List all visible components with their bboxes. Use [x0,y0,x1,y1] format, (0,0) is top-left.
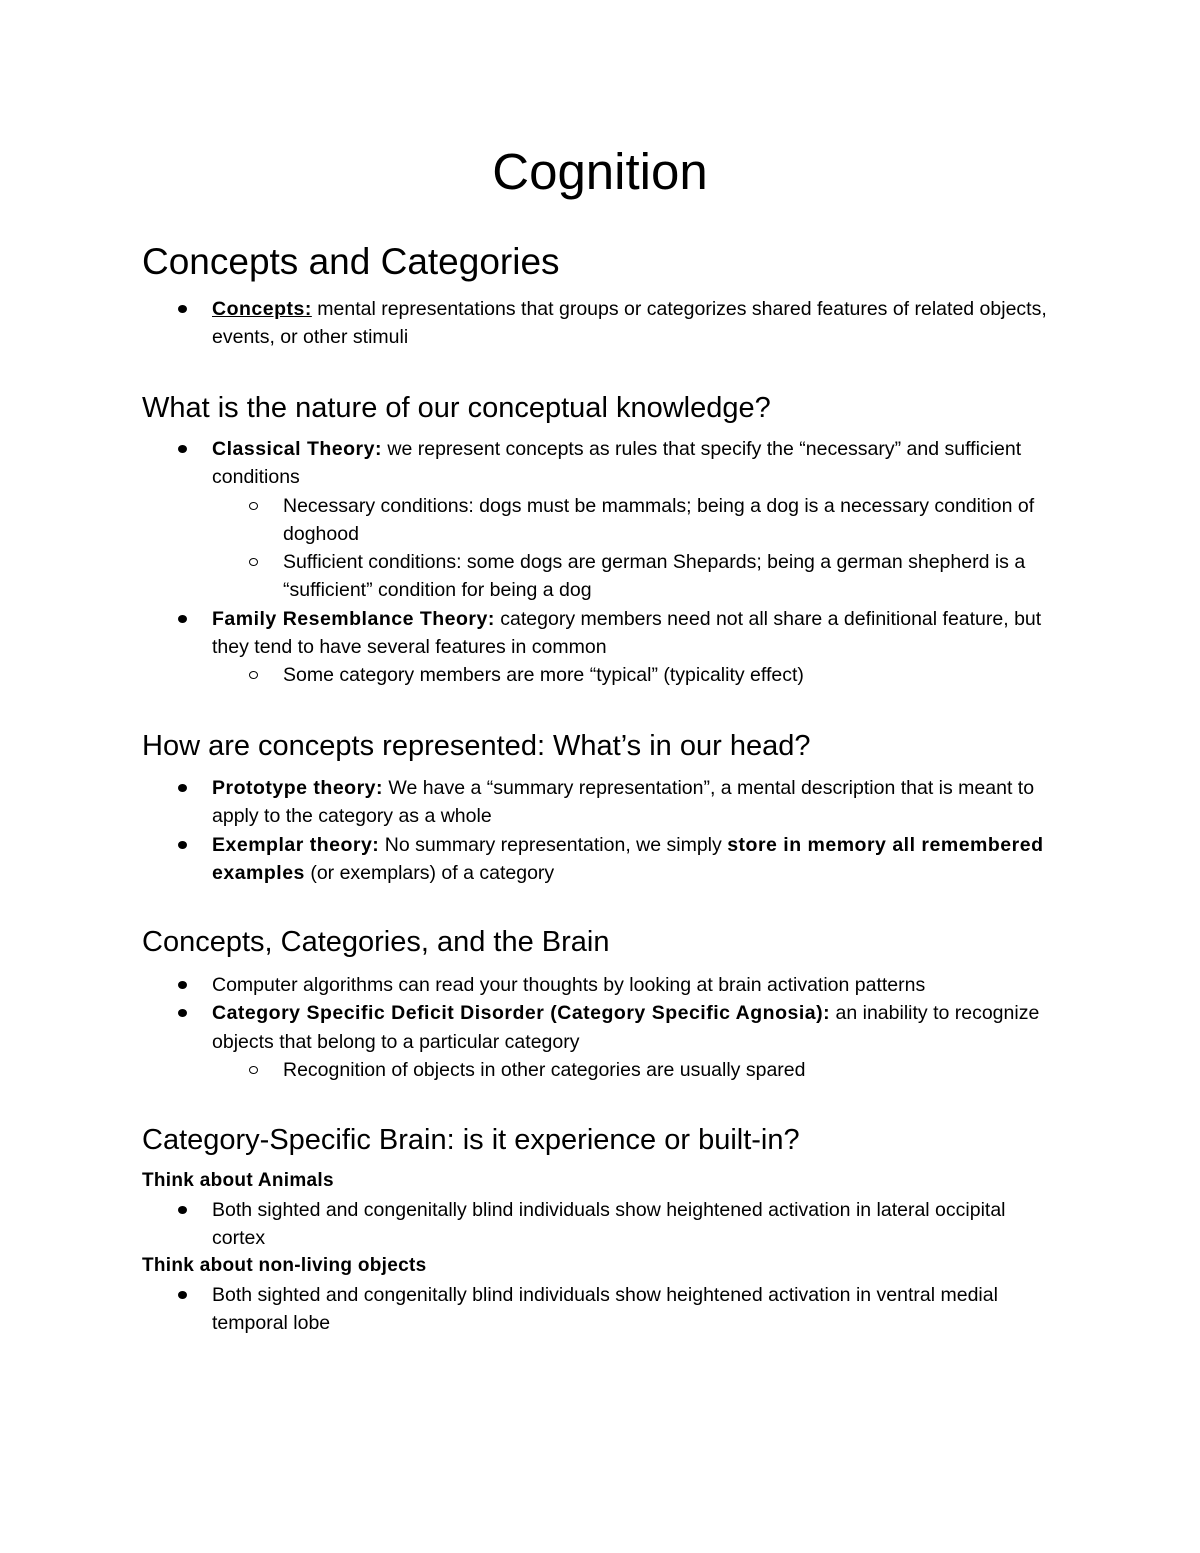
sublist-item [212,548,1062,605]
definition-text: an inability to recognize objects that belong to a particular category [212,1002,1040,1053]
heading-nature-of-knowledge: What is the nature of our conceptual knowledge? [142,392,771,424]
sublist-text: Sufficient conditions: some dogs are german Shepards; being a german shepherd is a “sufficient” condition for being a dog [283,551,1026,602]
bullet-icon [178,445,187,453]
list-brain [142,971,1062,1084]
sublist-item [212,661,1062,689]
bullet-icon [178,305,187,313]
list-representation-theories [142,774,1062,887]
list-item [142,999,1062,1084]
bullet-icon [178,615,187,623]
sublist-item [212,1056,1062,1084]
sublist-text: Some category members are more “typical” (typicality effect) [283,664,804,687]
heading-concepts-brain: Concepts, Categories, and the Brain [142,926,610,958]
bullet-icon [178,981,187,989]
definition-text: We have a “summary representation”, a mental description that is meant to apply to the category as a whole [212,777,1035,828]
list-non-living [142,1281,1062,1338]
heading-category-specific-brain: Category-Specific Brain: is it experience or built-in? [142,1124,800,1156]
term-prototype-theory: Prototype theory: [212,777,384,799]
sublist [212,1056,1062,1084]
term-family-resemblance-theory: Family Resemblance Theory: [212,607,495,630]
definition-text: category members need not all share a definitional feature, but they tend to have several features in common [212,607,1042,659]
subheading-non-living-objects: Think about non-living objects [142,1255,427,1276]
list-item [142,1196,1062,1253]
list-item [142,774,1062,831]
circle-bullet-icon [249,558,258,566]
bullet-icon [178,1009,187,1017]
sublist [212,661,1062,689]
emphasis-text: store in memory all remembered examples [212,833,1044,884]
definition-text: No summary representation, we simply [379,833,728,856]
bullet-icon [178,1206,187,1214]
list-item [142,1281,1062,1338]
list-item [142,605,1062,690]
list-text: Both sighted and congenitally blind individuals show heightened activation in ventral medial temporal lobe [212,1284,998,1335]
bullet-icon [178,784,187,792]
term-concepts: Concepts: [212,298,312,320]
list-animals [142,1196,1062,1253]
heading-concepts-represented: How are concepts represented: What’s in our head? [142,730,811,762]
document-title: Cognition [492,143,708,200]
term-exemplar-theory: Exemplar theory: [212,833,380,856]
heading-concepts-and-categories: Concepts and Categories [142,241,560,282]
definition-text: mental representations that groups or categorizes shared features of related objects, events, or other stimuli [212,298,1047,349]
sublist-text: Necessary conditions: dogs must be mammals; being a dog is a necessary condition of doghood [283,494,1035,545]
list-item [142,435,1062,605]
list-item [142,295,1062,352]
circle-bullet-icon [249,671,258,679]
bullet-icon [178,1291,187,1299]
bullet-icon [178,841,187,849]
circle-bullet-icon [249,1066,258,1074]
list-item [142,971,1062,999]
list-text: Computer algorithms can read your thoughts by looking at brain activation patterns [212,974,926,996]
sublist-item [212,492,1062,549]
subheading-animals: Think about Animals [142,1170,334,1191]
term-classical-theory: Classical Theory: [212,438,382,460]
list-text: Both sighted and congenitally blind individuals show heightened activation in lateral occipital cortex [212,1199,1006,1250]
sublist [212,492,1062,605]
list-item [142,831,1062,888]
definition-text: (or exemplars) of a category [304,861,555,884]
definition-text: we represent concepts as rules that specify the “necessary” and sufficient conditions [212,438,1022,489]
list-theories [142,435,1062,690]
list-concepts [142,295,1062,352]
term-category-specific-deficit: Category Specific Deficit Disorder (Category Specific Agnosia): [212,1002,831,1025]
circle-bullet-icon [249,502,258,510]
sublist-text: Recognition of objects in other categories are usually spared [283,1058,806,1081]
